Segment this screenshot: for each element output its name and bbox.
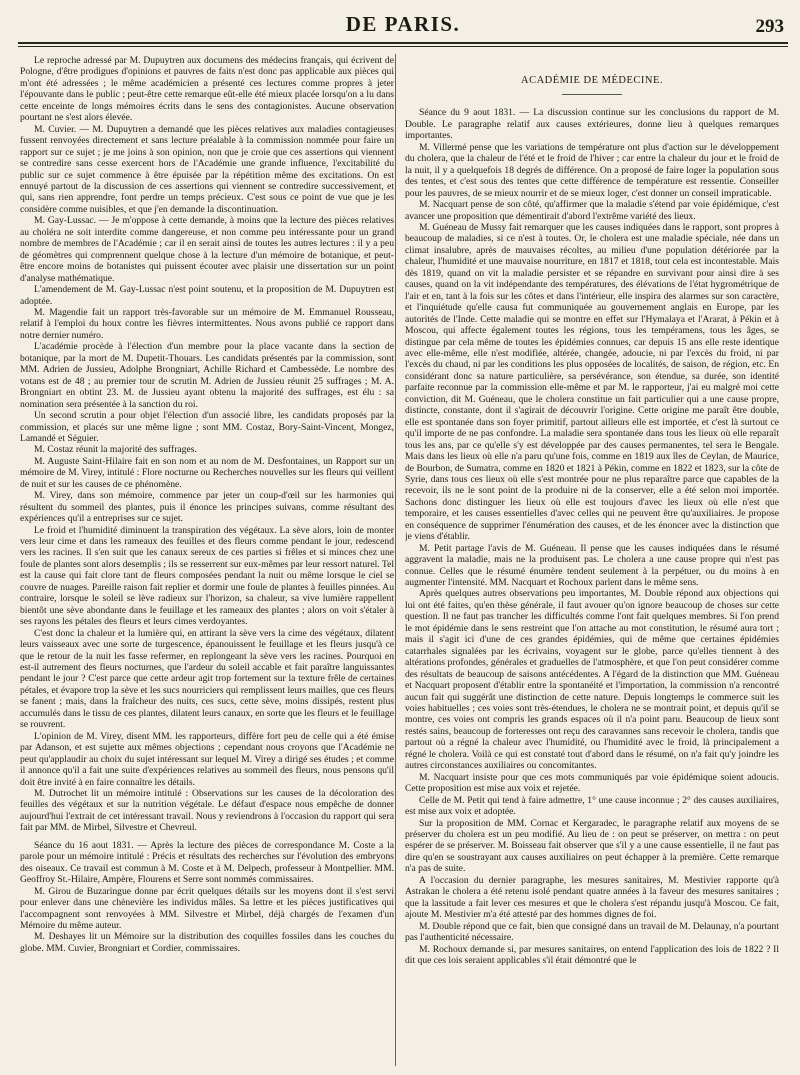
header-rule (18, 42, 788, 44)
page-number: 293 (755, 16, 784, 37)
paragraph: M. Dutrochet lit un mémoire intitulé : Observations sur les causes de la décoloration des feuilles des végétaux et sur la nutrition végétale. Le défaut d'espace nous empêche de donner aujourd'hui l'extrait de cet intéressant travail. Nous y reviendrons à l'occasion du rapport qui sera fait par MM. de Mirbel, Silvestre et Chevreul. (20, 788, 394, 834)
left-column (20, 55, 394, 1065)
paragraph: M. Auguste Saint-Hilaire fait en son nom et au nom de M. Desfontaines, un Rapport sur un mémoire de M. Virey, intitulé : Flore nocturne ou Recherches nouvelles sur les fleurs qui veillent de nuit et sur les causes de ce phénomène. (20, 455, 394, 490)
paragraph: L'académie procède à l'élection d'un membre pour la place vacante dans la section de botanique, par la mort de M. Dupetit-Thouars. Les candidats présentés par la commission, sont MM. Adrien de Jussieu, Adolphe Brongniart, Achille Richard et Cambessède. Le nombre des votans est de 48 ; au premier tour de scrutin M. Adrien de Jussieu réunit 25 suffrages ; M. A. Brongniart en obtint 23. M. de Jussieu ayant obtenu la majorité des suffrages, est élu : sa nomination sera présentée à la sanction du roi. (20, 341, 394, 410)
column-divider (395, 54, 396, 1066)
paragraph: M. Nacquart insiste pour que ces mots communiqués par voie épidémique soient adoucis. Cette proposition est mise aux voix et rejetée. (405, 771, 779, 795)
paragraph: M. Petit partage l'avis de M. Guéneau. Il pense que les causes indiquées dans le résumé aggravent la maladie, mais ne la produisent pas. Le cholera a une cause propre qui n'est pas connue. Celles que le résumé énumère tendent seulement à la perpétuer, ou du moins à en augmenter l'intensité. MM. Nacquart et Rochoux parlent dans le même sens. (405, 542, 779, 589)
header-rule-thin (18, 46, 788, 47)
paragraph: M. Cuvier. — M. Dupuytren a demandé que les pièces relatives aux maladies contagieuses fussent renvoyées directement et sans lecture préalable à la commission nommée pour faire un rapport sur ce sujet ; je me joins à son opinion, non que je croie que ces assertions qui viennent se contredire sans cesse exercent hors de l'Académie une grande influence, l'excitabilité du public sur ce sujet commence à être épuisée par la répétition même des excitations. On est ennuyé partout de la discussion de ces assertions qui viennent se contredire successivement, et qui, sans rien apprendre, font perdre un temps précieux. C'est sous ce point de vue que je les considère comme nuisibles, et que j'en demande la discontinuation. (20, 123, 394, 215)
paragraph: M. Magendie fait un rapport très-favorable sur un mémoire de M. Emmanuel Rousseau, relatif à l'emploi du houx contre les fièvres intermittentes. Nous avons publié ce rapport dans notre dernier numéro. (20, 306, 394, 341)
section-heading: ACADÉMIE DE MÉDECINE. (520, 75, 664, 86)
paragraph: Après quelques autres observations peu importantes, M. Double répond aux objections qui lui ont été faites, qu'en thèse générale, il faut avouer qu'on ignore beaucoup de choses sur cette question. Il ne faut pas trancher les difficultés comme l'ont fait quelques membres. Si l'on prend le mot épidémie dans le sens restreint que l'on attache au mot constitution, le résumé aura tort ; mais il s'agit ici d'une de ces grandes épidémies, qui de même que certaines épidémies catarrhales signalées par les écrivains, voyagent sur le globe, parce qu'elles tiennent à des altérations profondes, générales et graduelles de l'atmosphère, et que l'on peut considérer comme des résultats de beaucoup de saisons antécédentes. A l'égard de la distinction que MM. Guéneau et Nacquart proposent d'établir entre la spontanéité et l'importation, la commission n'a rencontré aucun fait qui suggérât une distinction de cette nature. Depuis longtemps le commerce suit les voies habituelles ; ces voies sont très-étendues, le cholera ne se montrait point, et depuis qu'il se montre, ces voies ont compris les grands espaces où il n'a point paru. Beaucoup de lieux sont restés sains, beaucoup de forteresses ont reçu des caravannes sans recevoir le cholera, tandis que partout où a régné la chaleur avec l'humidité, ou l'humidité avec le froid, là principalement a régné le cholera. Voilà ce qui est constaté tout d'abord dans le résumé, on n'a fait qu'y joindre les autres circonstances auxiliaires ou concomitantes. (405, 588, 779, 772)
paragraph: L'amendement de M. Gay-Lussac n'est point soutenu, et la proposition de M. Dupuytren est adoptée. (20, 284, 394, 307)
paragraph: M. Double répond que ce fait, bien que consigné dans un travail de M. Delaunay, n'a pourtant pas l'authenticité nécessaire. (405, 920, 779, 944)
paragraph: M. Deshayes lit un Mémoire sur la distribution des coquilles fossiles dans les couches du globe. MM. Cuvier, Brongniart et Cordier, commissaires. (20, 931, 394, 954)
heading-rule (562, 94, 622, 95)
paragraph: C'est donc la chaleur et la lumière qui, en attirant la sève vers la cime des végétaux, dilatent leurs vaisseaux avec une sorte de turgescence, épanouissent le feuillage et les fleurs jusqu'à ce que le retour de la nuit les fasse refermer, en replongeant la sève vers les racines. Pourquoi en est-il autrement des fleurs nocturnes, que l'ardeur du soleil accable et fait paraître languissantes pendant le jour ? C'est parce que cette ardeur agit trop fortement sur la texture frêle de certaines pétales, et évapore trop la sève et les sucs nourriciers qui remplissent leurs mailles, que ces fleurs se fanent ; mais, dans la fraîcheur des nuits, ces sucs, cette sève, moins dissipés, restent plus accumulés dans le tissu de ces plantes, dilatent leurs canaux, en sorte que les fleurs et le feuillage se rouvrent. (20, 627, 394, 731)
paragraph: Un second scrutin a pour objet l'élection d'un associé libre, les candidats proposés par la commission, et placés sur une même ligne ; sont MM. Costaz, Bory-Saint-Vincent, Mongez, Lamandé et Séguier. (20, 410, 394, 444)
paragraph: M. Gay-Lussac. — Je m'oppose à cette demande, à moins que la lecture des pièces relatives au choléra ne soit interdite comme dangereuse, et non comme peu intéressante pour un grand nombre de membres de l'Académie ; car il en serait ainsi de toutes les autres lectures : il y a peu de géomètres qui comprennent quelque chose à la lecture d'un mémoire de botanique, et peut-être encore moins de botanistes qui puissent écouter avec plaisir une dissertation sur un point d'analyse mathématique. (20, 215, 394, 284)
paragraph: M. Girou de Buzaringue donne par écrit quelques détails sur les moyens dont il s'est servi pour enlever dans une chènevière les individus mâles. Sa lettre et les pièces justificatives qui l'accompagnent sont renvoyées à MM. Silvestre et Mirbel, déjà chargés de l'examen d'un Mémoire du même auteur. (20, 885, 394, 931)
paragraph: Celle de M. Petit qui tend à faire admettre, 1° une cause inconnue ; 2° des causes auxiliaires, est mise aux voix et adoptée. (405, 794, 779, 818)
paragraph: Séance du 9 aout 1831. — La discussion continue sur les conclusions du rapport de M. Double. Le paragraphe relatif aux causes extérieures, donne lieu à quelques remarques importantes. (405, 107, 779, 142)
masthead: DE PARIS. (345, 12, 461, 36)
paragraph: M. Nacquart pense de son côté, qu'affirmer que la maladie s'étend par voie épidémique, c'est avancer une proposition que démentirait d'abord l'extrême variété des lieux. (405, 199, 779, 222)
paragraph: M. Costaz réunit la majorité des suffrages. (34, 444, 197, 456)
paragraph: M. Rochoux demande si, par mesures sanitaires, on entend l'application des lois de 1822 ? Il dit que ces lois seraient applicables s'il était démontré que le (405, 943, 779, 966)
page-header (18, 10, 788, 46)
paragraph: L'opinion de M. Virey, disent MM. les rapporteurs, diffère fort peu de celle qui a été émise par Adanson, et est sujette aux mêmes objections ; cependant nous croyons que l'Académie ne peut qu'applaudir au choix du sujet intéressant sur lequel M. Virey a dirigé ses études ; et comme il annonce qu'il a fait une suite d'expériences relatives au sommeil des fleurs, nous pensons qu'il doit être invité à en faire connaître les détails. (20, 730, 394, 788)
paragraph: A l'occasion du dernier paragraphe, les mesures sanitaires, M. Mestivier rapporte qu'à Astrakan le cholera a été retenu isolé pendant quatre années à la faveur des mesures sanitaires ; que la lassitude a fait lever ces mesures et que le cholera s'est répandu jusqu'à Moscou. Ce fait, ajoute M. Mestivier m'a été attesté par des hommes dignes de foi. (405, 874, 779, 921)
paragraph: M. Villermé pense que les variations de température ont plus d'action sur le développement du cholera, que la chaleur de l'été et le froid de l'hiver ; car entre la chaleur du jour et le froid de la nuit, il y a quelquefois 18 degrés de différence. On a proposé de faire loger la population sous des tentes, et c'est sous des tentes que cette différence de température est ressentie. Conseiller pour les pauvres, de se mieux nourrir et de se mieux loger, c'est donner un conseil impraticable. (405, 141, 779, 199)
paragraph: M. Virey, dans son mémoire, commence par jeter un coup-d'œil sur les harmonies qui résultent du sommeil des plantes, puis il énonce les principes suivans, comme résultant des expériences qu'il a entreprises sur ce sujet. (20, 490, 394, 525)
session-paragraph: Séance du 16 aout 1831. — Après la lecture des pièces de correspondance M. Coste a la parole pour un mémoire intitulé : Précis et résultats des recherches sur l'évolution des embryons des oiseaux. Ce travail est commun à M. Coste et à M. Delpech, professeur à Montpellier. MM. Geoffroy St.-Hilaire, Ampère, Flourens et Serre sont nommés commissaires. (20, 839, 394, 886)
right-column (405, 55, 779, 1065)
paragraph: Le reproche adressé par M. Dupuytren aux documens des médecins français, qui écrivent de Pologne, d'être prodigues d'opinions et pauvres de faits n'est donc pas applicable aux pièces qui m'ont été adressées ; le même académicien a présenté ces lectures comme propres à jeter l'épouvante dans le public ; peut-être cette remarque eût-elle été mieux placée lorsqu'on a lu dans cette enceinte de longs mémoires écrits dans le sens des contagionistes. Aucune observation pourtant ne s'est alors élevée. (20, 55, 394, 124)
paragraph: M. Guéneau de Mussy fait remarquer que les causes indiquées dans le rapport, sont propres à beaucoup de maladies, si ce n'est à toutes. Or, le cholera est une maladie spéciale, née dans un climat insalubre, après de mauvaises récoltes, au milieu d'une population détériorée par la chaleur, l'humidité et une mauvaise nourriture, en 1817 et 1818, tout cela est incontestable. Mais dès 1819, quand on vit la maladie persister et se répandre en survivant pour ainsi dire à ses causes, quand on la vit indépendante des températures, des élévations de l'état hygrométrique de l'air et en, tant à la fois sur les côtes et dans l'intérieur, elle inspira des alarmes sur son caractère, et l'inquiétude qu'elle causa fut communiquée au gouvernement anglais en Europe, par les autorités de l'Inde. Cette maladie qui se montre en effet sur l'Hymalaya et l'Ararat, à Pékin et à Moscou, qui affecte également toutes les régions, tous les tempéramens, tous les âges, se distingue par cela même de toutes les épidémies connues, car depuis 15 ans elle reste identique avec elle-même, elle n'est modifiée, altérée, changée, adoucie, ni par l'excès du froid, ni par l'excès du chaud, ni par les conditions les plus opposées de localités, de saison, de région, etc. En considérant donc sa nature particulière, sa persévérance, son étendue, sa durée, son identité parfaite reconnue par la commission elle-même et par M. le rapporteur, j'ai eu malgré moi cette conviction, dit M. Guéneau, que le cholera constitue un fait particulier qui a une cause propre, distincte, constante, dont il s'agirait de découvrir l'origine. Cette origine me paraît être double, elle est spontanée dans son foyer primitif, partout ailleurs elle est importée, et c'est là surtout ce qu'il importe de ne pas confondre. La maladie sera spontanée dans tous les lieux où elle reparaît tous les ans, par ce qu'elle s'y est développée par des causes permanentes, tel sera le Bengale. Mais dans les lieux où elle n'a paru qu'une fois, comme en 1819 aux îles de Ceylan, de Maurice, de Bourbon, de Sumatra, comme en 1820 et 1821 à Pékin, comme en 1822 et 1823, sur la côte de Syrie, dans tous ces lieux où elle s'est montrée pour ne plus reparaître parce que capables de la recevoir, ils ne le sont point de la produire ni de la conserver, elle a été selon moi importée. Sachons donc distinguer les lieux où elle est toujours d'avec les lieux où elle n'est que temporaire, et les causes essentielles d'avec celles qui ne peuvent être qu'auxiliaires. Je propose en conséquence de supprimer l'énumération des causes, et de les énoncer avec la distinction que je viens d'établir. (405, 221, 779, 543)
paragraph: Le froid et l'humidité diminuent la transpiration des végétaux. La sève alors, loin de monter vers leur cime et dans les rameaux des feuilles et des fleurs comme pendant le jour, redescend vers les racines. Il s'en suit que les canaux sereux de ces parties si frêles et si minces chez une foule de plantes sont alors desemplis ; ils se resserrent sur eux-mêmes par leur ressort naturel. Tel est la cause qui fait clore tant de fleurs composées pendant la nuit ou même lorsque le ciel se couvre de nuages. Pareille raison fait replier et dormir une foule de plantes à feuilles pinnées. Au contraire, lorsque le soleil se lève radieux sur l'horizon, sa chaleur, sa vive lumière rappellent bientôt une sève abondante dans le feuillage et les rameaux des plantes ; alors on voit s'étaler à ses rayons les pétales des fleurs et leurs cimes verdoyantes. (20, 524, 394, 628)
paragraph: Sur la proposition de MM. Cornac et Kergaradec, le paragraphe relatif aux moyens de se préserver du cholera est un peu modifié. Au lieu de : on peut se préserver, on mettra : on peut espérer de se préserver. M. Boisseau fait observer que s'il y a une cause essentielle, il ne faut pas dire qu'en se soustrayant aux causes auxiliaires on peut échapper à la première. Cette remarque n'a pas de suite. (405, 817, 779, 875)
